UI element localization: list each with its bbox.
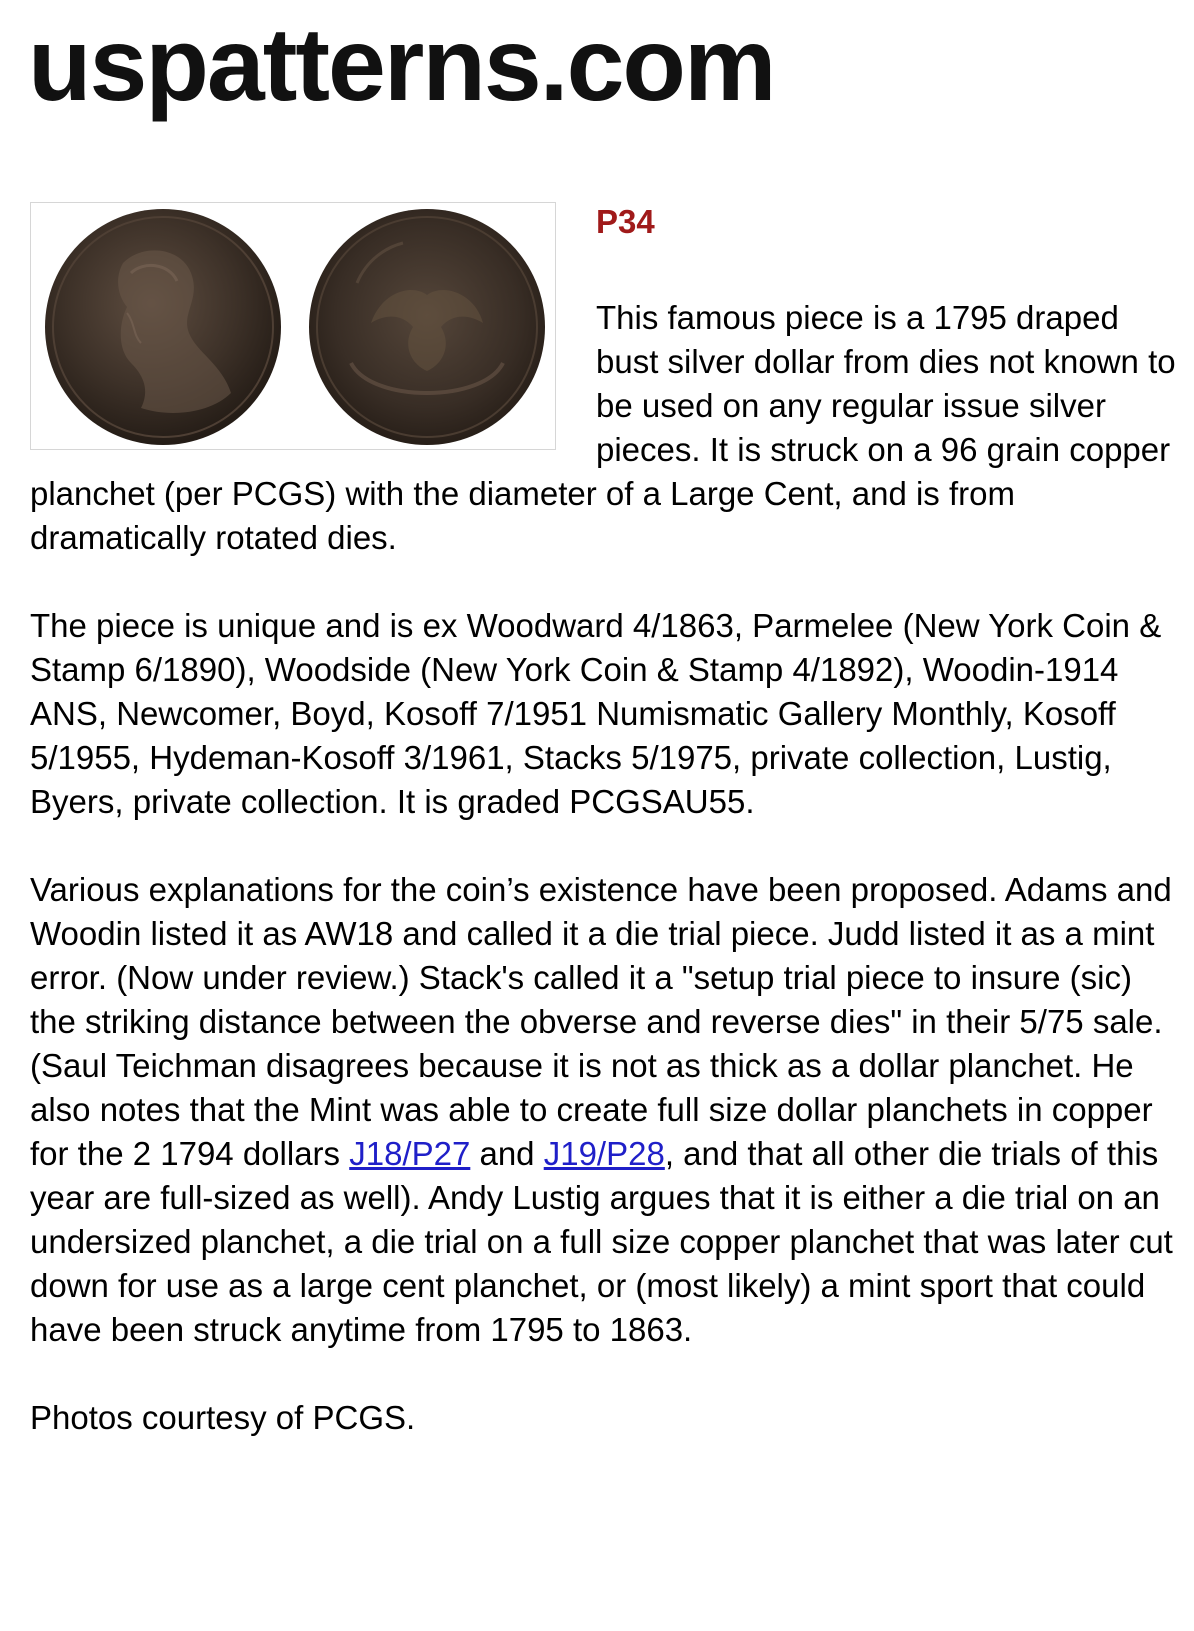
photo-credit: Photos courtesy of PCGS. bbox=[30, 1399, 416, 1436]
coin-reverse bbox=[309, 209, 545, 445]
description-paragraph-2: The piece is unique and is ex Woodward 4/1863, Parmelee (New York Coin & Stamp 6/1890), Woodside (New York Coin & Stamp 4/1892), Woodin-1914 ANS, Newcomer, Boyd, Kosoff 7/1951 Numismatic Gallery Monthly, Kosoff 5/1955, Hydeman-Kosoff 3/1961, Stacks 5/1975, private collection, Lustig, Byers, private collection. It is graded PCGSAU55. bbox=[30, 607, 1162, 820]
coin-code: P34 bbox=[596, 203, 655, 240]
paragraph-gap bbox=[30, 1352, 1180, 1396]
coin-photo bbox=[30, 202, 556, 450]
description-paragraph-3 bbox=[30, 868, 1180, 1352]
paragraph-3-text-part-1: Various explanations for the coin’s existence have been proposed. Adams and Woodin listed it as AW18 and called it a die trial piece. Judd listed it as a mint error. (Now under review.) Stack's called it a "setup trial piece to insure (sic) the striking distance between the obverse and reverse dies" in their 5/75 sale. (Saul Teichman disagrees because it is not as thick as a dollar planchet. He also notes that the Mint was able to create full size dollar planchets in copper for the 2 1794 dollars bbox=[30, 871, 1172, 1172]
paragraph-gap bbox=[30, 824, 1180, 868]
main-content bbox=[30, 202, 1180, 1440]
paragraph-3-text-part-2: , and that all other die trials of this year are full-sized as well). Andy Lustig argues that it is either a die trial on an undersized planchet, a die trial on a full size copper planchet that was later cut down for use as a large cent planchet, or (most likely) a mint sport that could have been struck anytime from 1795 to 1863. bbox=[30, 1135, 1173, 1348]
paragraph-gap bbox=[30, 560, 1180, 604]
paragraph-3-text-and: and bbox=[470, 1135, 544, 1172]
link-j19-p28[interactable]: J19/P28 bbox=[543, 1135, 665, 1172]
site-title[interactable]: uspatterns.com bbox=[28, 7, 775, 123]
link-j18-p27[interactable]: J18/P27 bbox=[349, 1135, 471, 1172]
description-paragraph-1: This famous piece is a 1795 draped bust silver dollar from dies not known to be used on any regular issue silver pieces. It is struck on a 96 grain copper planchet (per PCGS) with the diameter of a Large Cent, and is from dramatically rotated dies. bbox=[30, 299, 1176, 556]
coin-photo-graphic bbox=[31, 203, 555, 449]
coin-obverse bbox=[45, 209, 281, 445]
